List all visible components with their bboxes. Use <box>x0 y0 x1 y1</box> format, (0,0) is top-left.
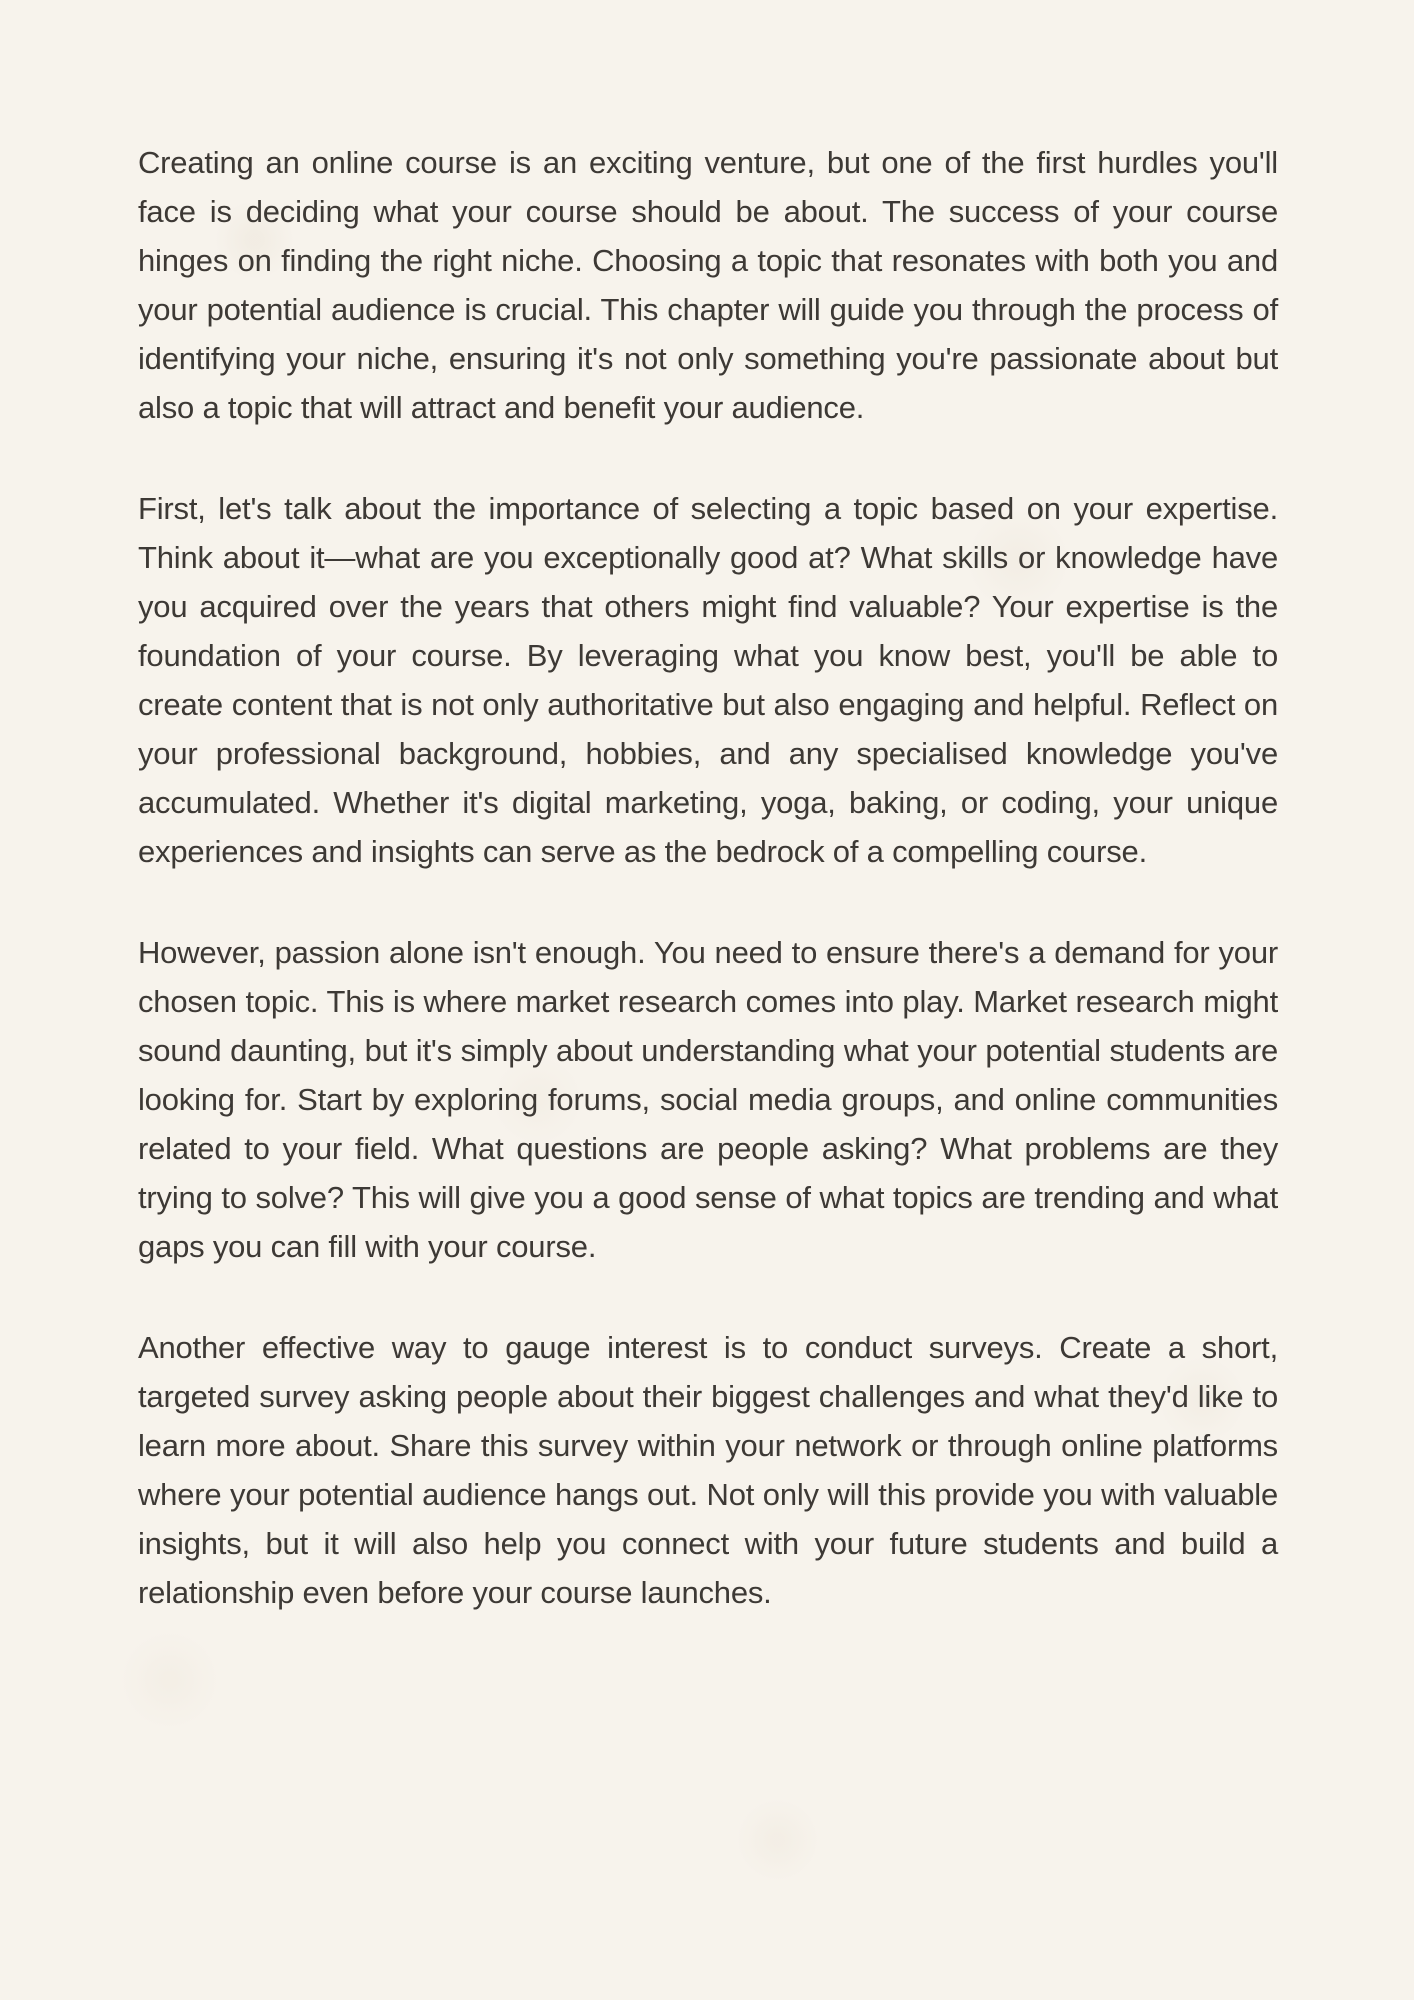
paragraph-intro-niche: Creating an online course is an exciting venture, but one of the first hurdles you'll face is deciding what your course should be about. The success of your course hinges on finding the right niche. Choosing a topic that resonates with both you and your potential audience is crucial. This chapter will guide you through the process of identifying your niche, ensuring it's not only something you're passionate about but also a topic that will attract and benefit your audience. <box>138 145 1278 425</box>
paragraph-expertise: First, let's talk about the importance of selecting a topic based on your expertise. Think about it—what are you exceptionally good at? What skills or knowledge have you acquired over the years that others might find valuable? Your expertise is the foundation of your course. By leveraging what you know best, you'll be able to create content that is not only authoritative but also engaging and helpful. Reflect on your professional background, hobbies, and any specialised knowledge you've accumulated. Whether it's digital marketing, yoga, baking, or coding, your unique experiences and insights can serve as the bedrock of a compelling course. <box>138 491 1278 869</box>
document-text <box>138 138 1278 1617</box>
paragraph-market-research: However, passion alone isn't enough. You need to ensure there's a demand for your chosen topic. This is where market research comes into play. Market research might sound daunting, but it's simply about understanding what your potential students are looking for. Start by exploring forums, social media groups, and online communities related to your field. What questions are people asking? What problems are they trying to solve? This will give you a good sense of what topics are trending and what gaps you can fill with your course. <box>138 935 1278 1264</box>
paragraph-surveys: Another effective way to gauge interest is to conduct surveys. Create a short, targeted survey asking people about their biggest challenges and what they'd like to learn more about. Share this survey within your network or through online platforms where your potential audience hangs out. Not only will this provide you with valuable insights, but it will also help you connect with your future students and build a relationship even before your course launches. <box>138 1330 1278 1610</box>
